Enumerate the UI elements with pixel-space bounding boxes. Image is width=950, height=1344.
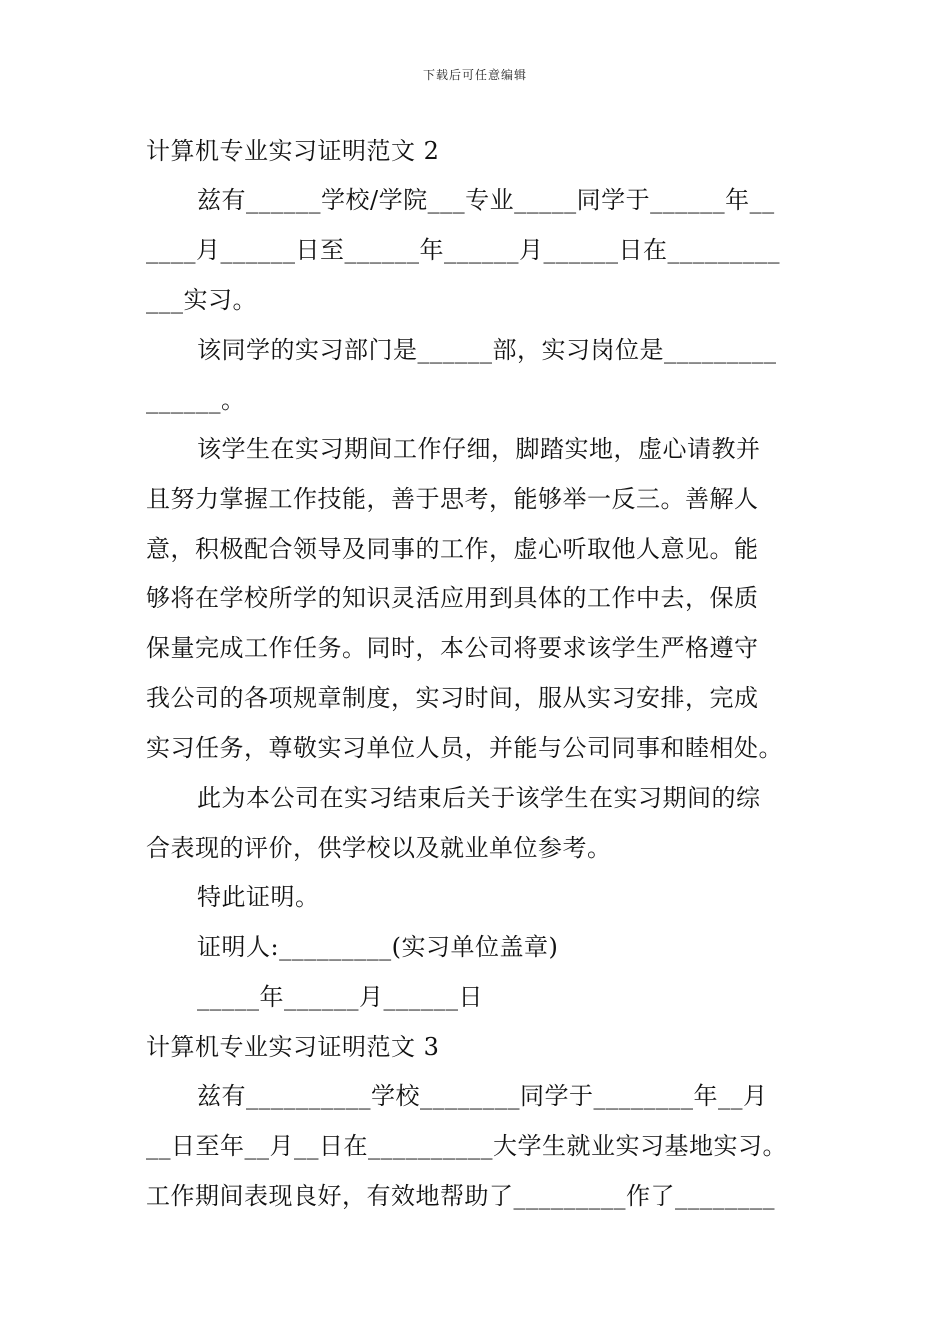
text-line: 意，积极配合领导及同事的工作，虚心听取他人意见。能	[146, 535, 759, 563]
text-line: 特此证明。	[197, 883, 320, 911]
text-line: 保量完成工作任务。同时，本公司将要求该学生严格遵守	[146, 634, 759, 662]
text-line: 工作期间表现良好，有效地帮助了_________作了________	[146, 1182, 775, 1210]
text-line: 实习任务，尊敬实习单位人员，并能与公司同事和睦相处。	[146, 734, 783, 762]
text-line: 我公司的各项规章制度，实习时间，服从实习安排，完成	[146, 684, 759, 712]
text-line: __日至年__月__日在__________大学生就业实习基地实习。	[146, 1132, 787, 1160]
text-line: 且努力掌握工作技能，善于思考，能够举一反三。善解人	[146, 485, 759, 513]
text-line: ____月______日至______年______月______日在_________	[146, 236, 780, 264]
text-line: 够将在学校所学的知识灵活应用到具体的工作中去，保质	[146, 584, 759, 612]
text-line: 该同学的实习部门是______部，实习岗位是_________	[197, 336, 777, 364]
text-line: 合表现的评价，供学校以及就业单位参考。	[146, 834, 612, 862]
text-line: 该学生在实习期间工作仔细，脚踏实地，虚心请教并	[197, 435, 761, 463]
text-line: ______。	[146, 386, 246, 414]
page-header-note: 下载后可任意编辑	[422, 68, 527, 82]
text-line: 证明人:_________(实习单位盖章)	[197, 933, 559, 961]
text-line: 兹有__________学校________同学于________年__月	[197, 1082, 768, 1110]
text-line: ___实习。	[146, 286, 257, 314]
text-line: 兹有______学校/学院___专业_____同学于______年__	[197, 186, 775, 214]
date-line: _____年______月______日	[197, 983, 483, 1011]
text-line: 此为本公司在实习结束后关于该学生在实习期间的综	[197, 784, 761, 812]
section-title: 计算机专业实习证明范文 3	[146, 1033, 440, 1061]
section-title: 计算机专业实习证明范文 2	[146, 137, 440, 165]
